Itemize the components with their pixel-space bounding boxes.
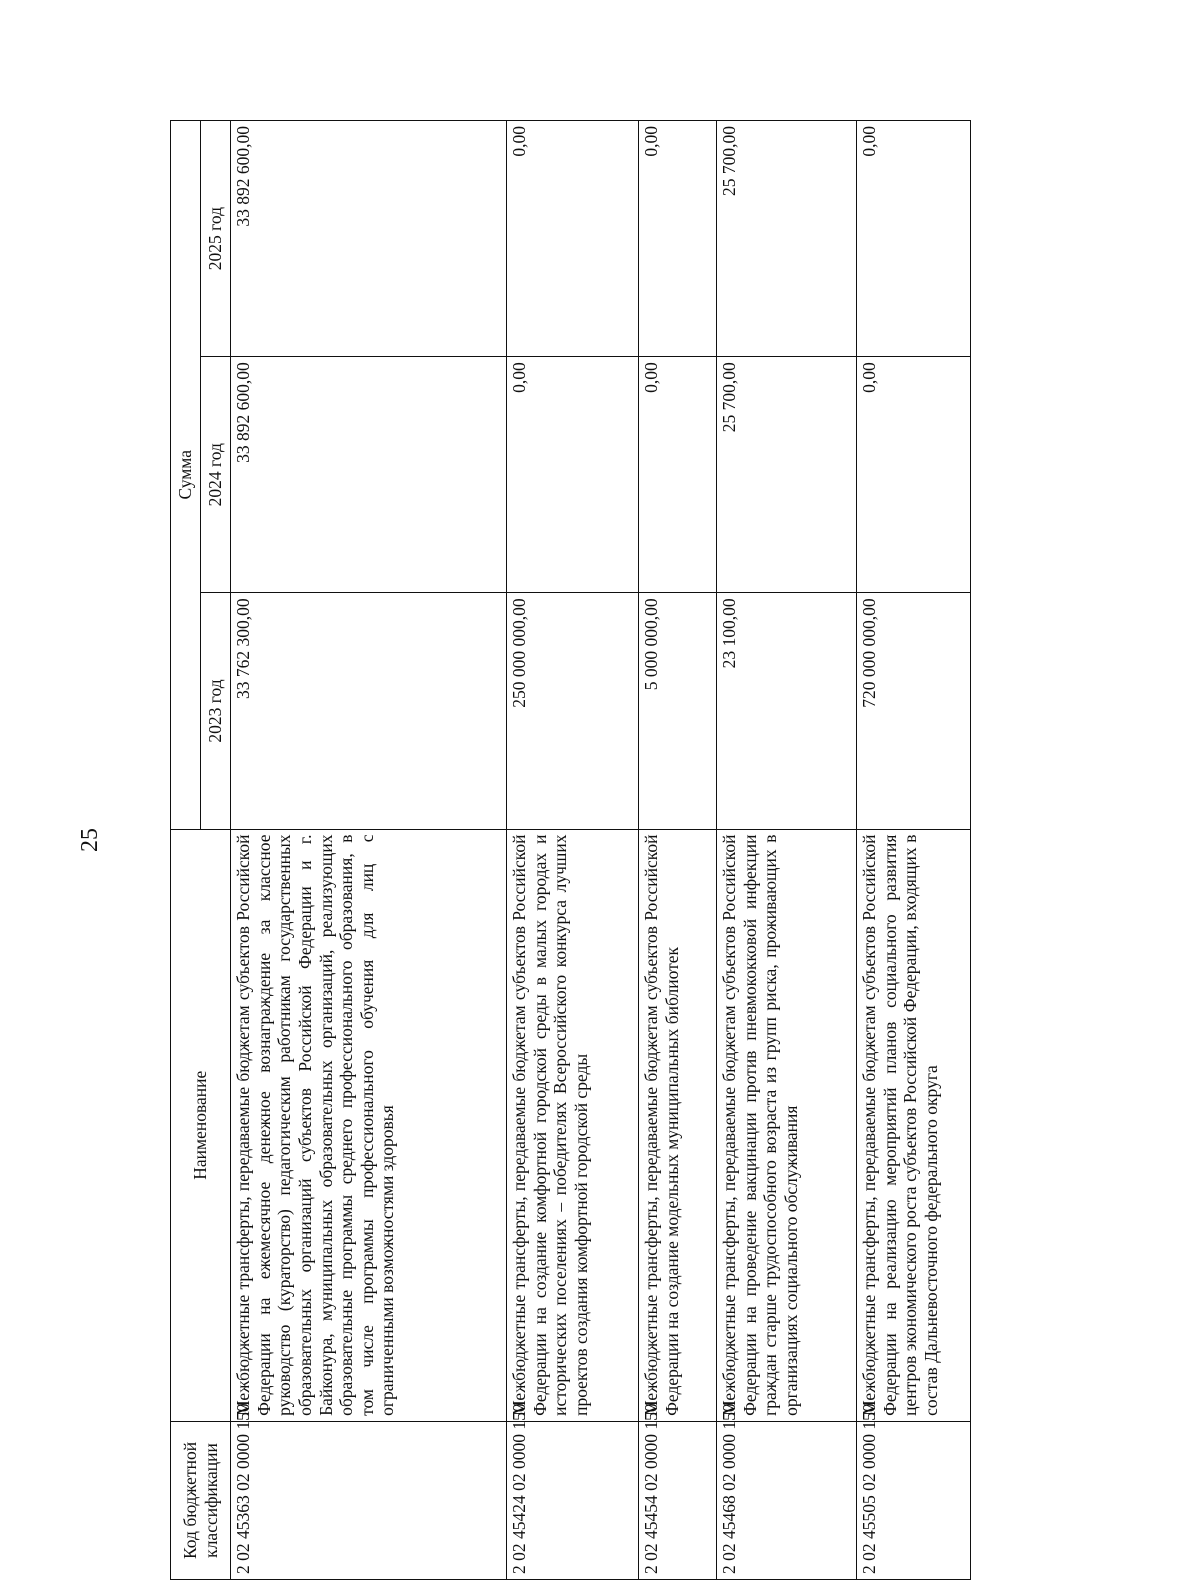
row-name: Межбюджетные трансферты, передаваемые бюджетам субъектов Российской Федерации на создание модельных муниципальных библиотек bbox=[639, 829, 717, 1421]
table-row bbox=[857, 121, 971, 1580]
budget-table bbox=[170, 120, 971, 1580]
table-row bbox=[231, 121, 507, 1580]
header-sum: Сумма bbox=[171, 121, 201, 830]
header-year-2024: 2024 год bbox=[201, 357, 231, 593]
header-code: Код бюджетной классификации bbox=[171, 1421, 231, 1579]
row-amount-2023: 23 100,00 bbox=[717, 593, 857, 829]
row-code: 2 02 45468 02 0000 150 bbox=[717, 1421, 857, 1579]
page-number: 25 bbox=[77, 828, 103, 852]
row-code: 2 02 45363 02 0000 150 bbox=[231, 1421, 507, 1579]
row-amount-2023: 5 000 000,00 bbox=[639, 593, 717, 829]
table-row bbox=[639, 121, 717, 1580]
rotated-page-content bbox=[170, 120, 970, 1580]
header-year-2025: 2025 год bbox=[201, 121, 231, 357]
row-code: 2 02 45424 02 0000 150 bbox=[507, 1421, 639, 1579]
row-amount-2025: 0,00 bbox=[639, 121, 717, 357]
row-amount-2024: 0,00 bbox=[639, 357, 717, 593]
header-year-2023: 2023 год bbox=[201, 593, 231, 829]
row-amount-2023: 33 762 300,00 bbox=[231, 593, 507, 829]
row-amount-2023: 720 000 000,00 bbox=[857, 593, 971, 829]
table-row bbox=[717, 121, 857, 1580]
row-amount-2024: 25 700,00 bbox=[717, 357, 857, 593]
row-code: 2 02 45505 02 0000 150 bbox=[857, 1421, 971, 1579]
row-amount-2024: 0,00 bbox=[507, 357, 639, 593]
header-name: Наименование bbox=[171, 829, 231, 1421]
row-name: Межбюджетные трансферты, передаваемые бюджетам субъектов Российской Федерации на создание комфортной городской среды в малых городах и исторических поселениях – победителях Всероссийского конкурса лучших проектов создания комфортной городской среды bbox=[507, 829, 639, 1421]
table-row bbox=[507, 121, 639, 1580]
row-amount-2025: 33 892 600,00 bbox=[231, 121, 507, 357]
row-amount-2025: 0,00 bbox=[857, 121, 971, 357]
row-amount-2023: 250 000 000,00 bbox=[507, 593, 639, 829]
row-name: Межбюджетные трансферты, передаваемые бюджетам субъектов Российской Федерации на реализацию мероприятий планов социального развития центров экономического роста субъектов Российской Федерации, входящих в состав Дальневосточного федерального округа bbox=[857, 829, 971, 1421]
row-amount-2024: 33 892 600,00 bbox=[231, 357, 507, 593]
row-amount-2025: 25 700,00 bbox=[717, 121, 857, 357]
row-code: 2 02 45454 02 0000 150 bbox=[639, 1421, 717, 1579]
row-amount-2025: 0,00 bbox=[507, 121, 639, 357]
row-amount-2024: 0,00 bbox=[857, 357, 971, 593]
row-name: Межбюджетные трансферты, передаваемые бюджетам субъектов Российской Федерации на проведение вакцинации против пневмококковой инфекции граждан старше трудоспособного возраста из групп риска, проживающих в организациях социального обслуживания bbox=[717, 829, 857, 1421]
row-name: Межбюджетные трансферты, передаваемые бюджетам субъектов Российской Федерации на ежемесячное денежное вознаграждение за классное руководство (кураторство) педагогическим работникам государственных образовательных организаций субъектов Российской Федерации и г. Байконура, муниципальных образовательных организаций, реализующих образовательные программы среднего профессионального образования, в том числе программы профессионального обучения для лиц с ограниченными возможностями здоровья bbox=[231, 829, 507, 1421]
